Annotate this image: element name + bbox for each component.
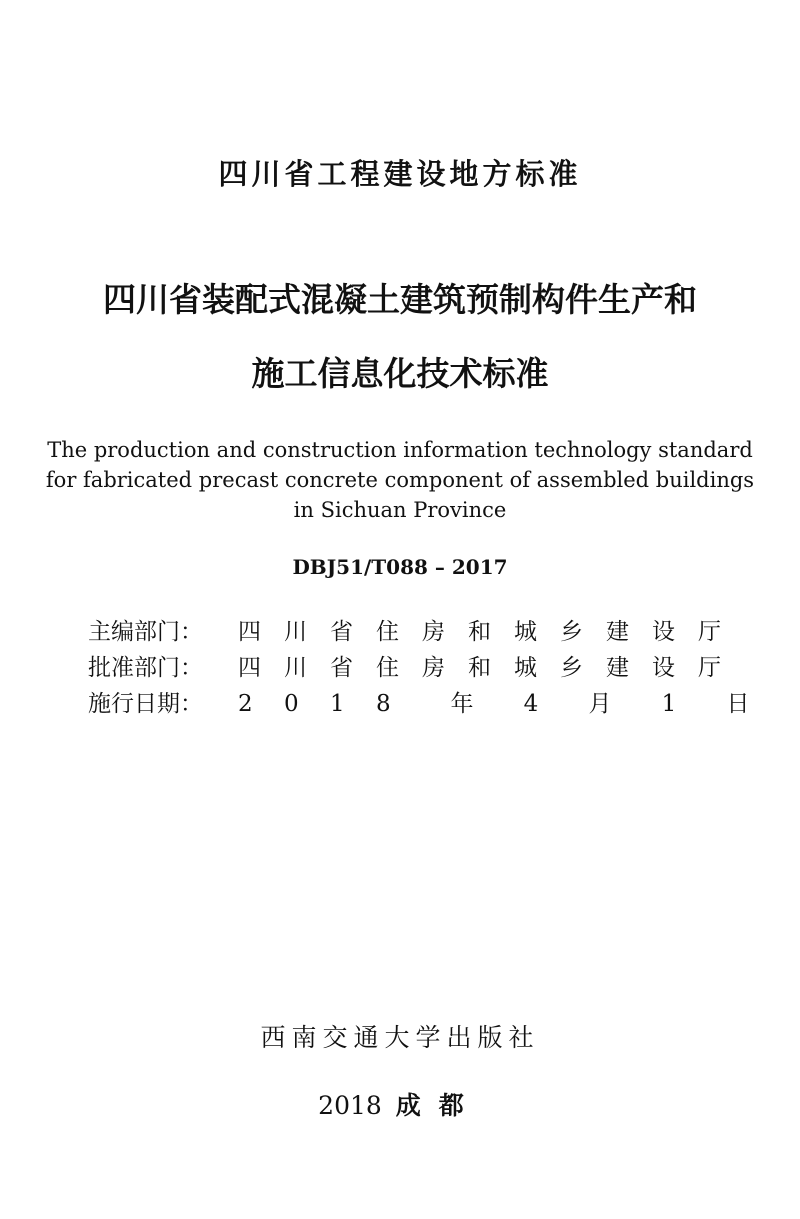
editor-char: 房 bbox=[422, 619, 445, 645]
date-char: 日 bbox=[726, 691, 750, 717]
editor-char: 乡 bbox=[560, 619, 583, 645]
approver-char: 建 bbox=[606, 655, 629, 681]
editor-char: 省 bbox=[330, 619, 353, 645]
english-title-line-3: in Sichuan Province bbox=[293, 498, 507, 522]
approver-char: 设 bbox=[652, 655, 675, 681]
approver-value bbox=[238, 650, 744, 686]
publication-year: 2018 bbox=[318, 1091, 382, 1120]
approver-char: 四 bbox=[238, 655, 261, 681]
approver-char: 住 bbox=[376, 655, 399, 681]
standard-series-heading: 四川省工程建设地方标准 bbox=[218, 157, 582, 191]
document-title-line-2: 施工信息化技术标准 bbox=[251, 354, 549, 393]
editor-char: 建 bbox=[606, 619, 629, 645]
editor-char: 四 bbox=[238, 619, 261, 645]
effective-date-label: 施行日期： bbox=[88, 691, 203, 717]
english-title-line-1: The production and construction information technology standard bbox=[47, 438, 753, 462]
editor-value bbox=[238, 614, 744, 650]
date-char: 4 bbox=[523, 691, 539, 717]
english-title bbox=[0, 435, 800, 525]
standard-code: DBJ51/T088 – 2017 bbox=[292, 555, 508, 579]
publication-city: 成都 bbox=[395, 1091, 482, 1120]
english-title-line-2: for fabricated precast concrete component of assembled buildings bbox=[45, 468, 755, 492]
editor-label: 主编部门： bbox=[88, 619, 203, 645]
approver-char: 房 bbox=[422, 655, 445, 681]
publisher-name: 西南交通大学出版社 bbox=[260, 1023, 540, 1052]
date-char: 1 bbox=[330, 691, 345, 717]
editor-char: 川 bbox=[284, 619, 307, 645]
editor-char: 住 bbox=[376, 619, 399, 645]
approver-char: 川 bbox=[284, 655, 307, 681]
editor-char: 和 bbox=[468, 619, 491, 645]
approver-char: 厅 bbox=[698, 655, 721, 681]
approver-char: 和 bbox=[468, 655, 491, 681]
date-char: 2 bbox=[238, 691, 253, 717]
publication-place bbox=[0, 1088, 800, 1124]
editor-char: 设 bbox=[652, 619, 675, 645]
date-char: 年 bbox=[450, 691, 474, 717]
editor-char: 厅 bbox=[698, 619, 721, 645]
approver-char: 城 bbox=[514, 655, 537, 681]
effective-date-value bbox=[238, 686, 778, 722]
date-char: 0 bbox=[284, 691, 299, 717]
editor-row bbox=[88, 614, 744, 650]
approver-row bbox=[88, 650, 744, 686]
effective-date-row bbox=[88, 686, 778, 722]
date-char: 1 bbox=[661, 691, 677, 717]
approver-char: 乡 bbox=[560, 655, 583, 681]
document-title-line-1: 四川省装配式混凝土建筑预制构件生产和 bbox=[103, 280, 697, 319]
approver-char: 省 bbox=[330, 655, 353, 681]
date-char: 月 bbox=[588, 691, 612, 717]
editor-char: 城 bbox=[514, 619, 537, 645]
date-char: 8 bbox=[376, 691, 391, 717]
approver-label: 批准部门： bbox=[88, 655, 203, 681]
